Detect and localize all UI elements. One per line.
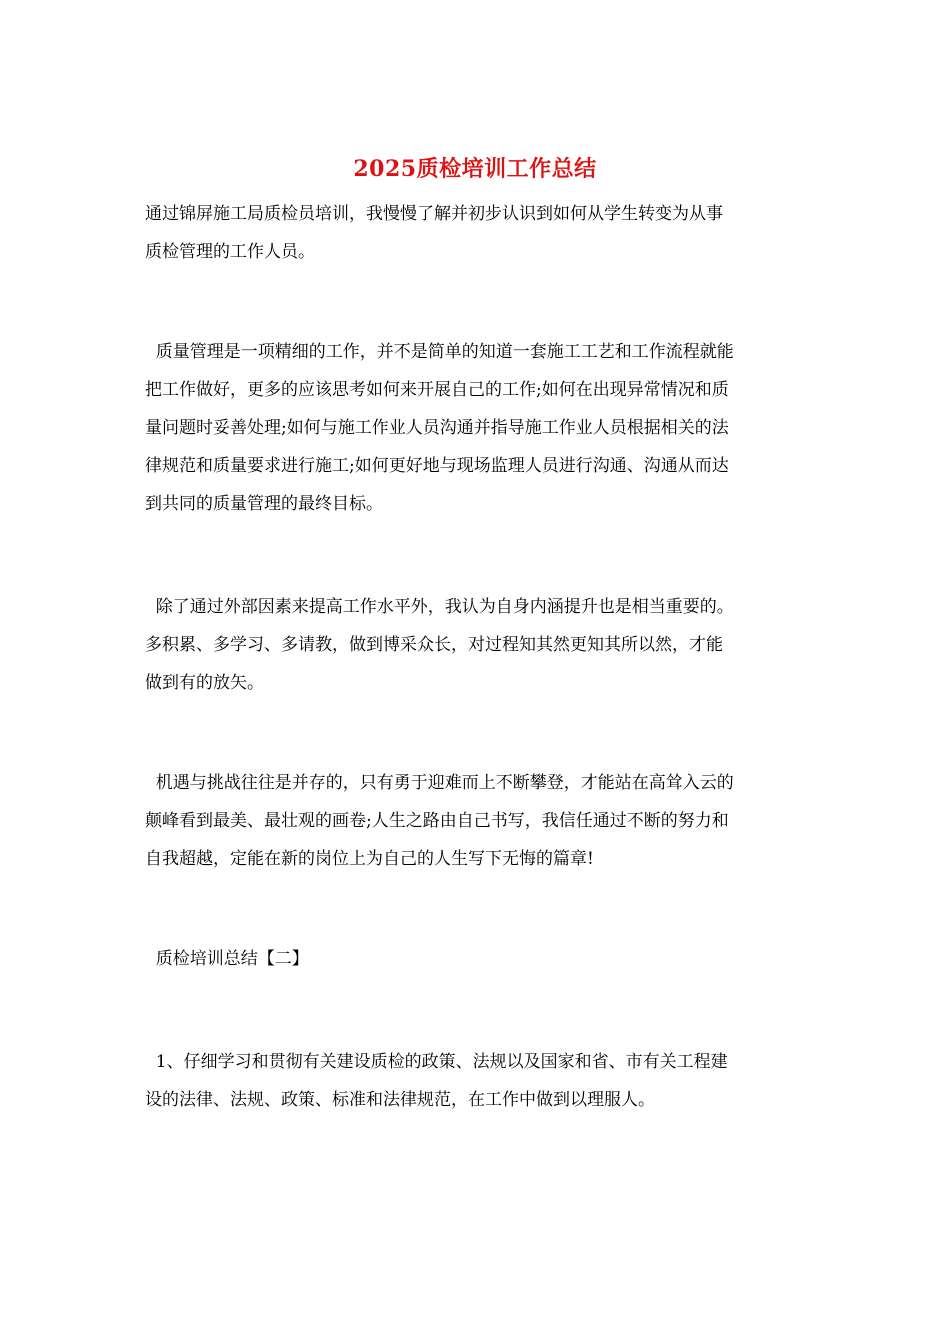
section-heading-2 <box>145 940 810 978</box>
paragraph-line: 颠峰看到最美、最壮观的画卷;人生之路由自己书写，我信任通过不断的努力和 <box>145 811 729 831</box>
paragraph-4 <box>145 764 810 878</box>
paragraph-line: 质量管理是一项精细的工作，并不是简单的知道一套施工工艺和工作流程就能 <box>145 342 734 362</box>
paragraph-line: 自我超越，定能在新的岗位上为自己的人生写下无悔的篇章! <box>145 849 594 869</box>
paragraph-line: 机遇与挑战往往是并存的，只有勇于迎难而上不断攀登，才能站在高耸入云的 <box>145 773 734 793</box>
paragraph-2 <box>145 333 810 523</box>
paragraph-line: 质检培训总结【二】 <box>145 949 309 969</box>
paragraph-1 <box>145 195 810 271</box>
paragraph-line: 把工作做好，更多的应该思考如何来开展自己的工作;如何在出现异常情况和质 <box>145 380 729 400</box>
paragraph-line: 除了通过外部因素来提高工作水平外，我认为自身内涵提升也是相当重要的。 <box>145 597 734 617</box>
paragraph-line: 1、仔细学习和贯彻有关建设质检的政策、法规以及国家和省、市有关工程建 <box>145 1052 728 1072</box>
paragraph-line: 律规范和质量要求进行施工;如何更好地与现场监理人员进行沟通、沟通从而达 <box>145 456 729 476</box>
document-title: 2025质检培训工作总结 <box>353 156 597 182</box>
paragraph-line: 通过锦屏施工局质检员培训，我慢慢了解并初步认识到如何从学生转变为从事 <box>145 204 723 224</box>
paragraph-line: 多积累、多学习、多请教，做到博采众长，对过程知其然更知其所以然，才能 <box>145 635 723 655</box>
paragraph-3 <box>145 588 810 702</box>
paragraph-5 <box>145 1043 810 1119</box>
paragraph-line: 做到有的放矢。 <box>145 673 264 693</box>
paragraph-line: 到共同的质量管理的最终目标。 <box>145 494 383 514</box>
paragraph-line: 质检管理的工作人员。 <box>145 242 315 262</box>
paragraph-line: 量问题时妥善处理;如何与施工作业人员沟通并指导施工作业人员根据相关的法 <box>145 418 729 438</box>
paragraph-line: 设的法律、法规、政策、标准和法律规范，在工作中做到以理服人。 <box>145 1090 655 1110</box>
